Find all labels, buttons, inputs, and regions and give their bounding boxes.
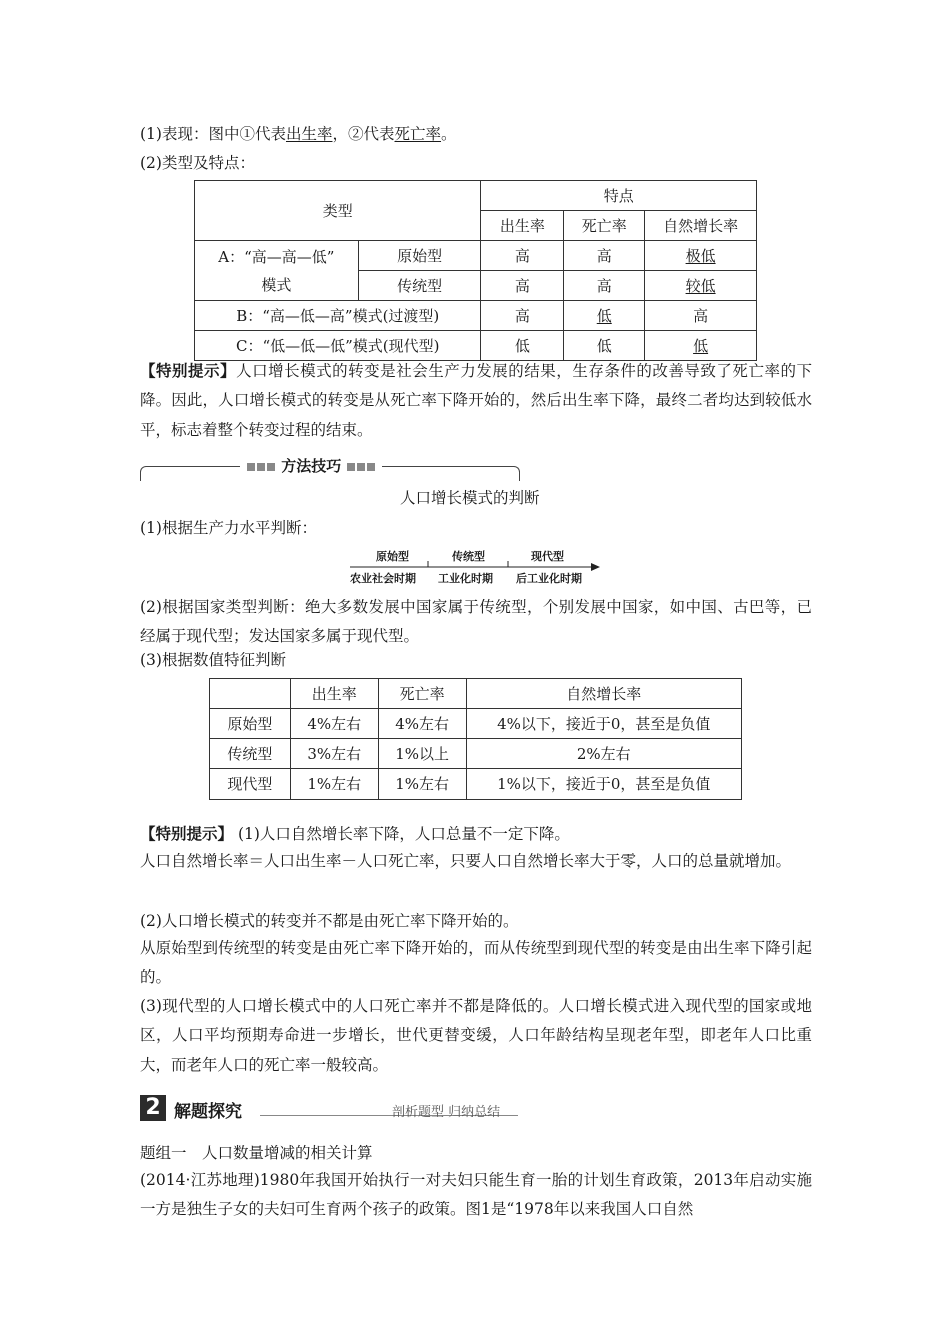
table-cell: 高 <box>481 271 564 301</box>
period-label: 工业化时期 <box>438 572 493 585</box>
table-cell: 高 <box>481 301 564 331</box>
table-cell: B：“高—低—高”模式(过渡型) <box>195 301 481 331</box>
table-header <box>210 679 291 709</box>
table-cell: 原始型 <box>358 241 481 271</box>
table-cell: 传统型 <box>358 271 481 301</box>
section-title: 解题探究 <box>174 1102 242 1122</box>
header-birth: 出生率 <box>481 211 564 241</box>
table-cell: 低 <box>564 331 645 361</box>
table-cell: 低 <box>564 301 645 331</box>
table-cell: 低 <box>645 331 757 361</box>
tip-2-p4: 从原始型到传统型的转变是由死亡率下降开始的，而从传统型到现代型的转变是由出生率下降引起的。 <box>140 939 812 987</box>
tip-1: 【特别提示】人口增长模式的转变是社会生产力发展的结果，生存条件的改善导致了死亡率的下降。因此，人口增长模式的转变是从死亡率下降开始的，然后出生率下降，最终二者均达到较低水平，标志着整个转变过程的结束。 <box>140 362 812 439</box>
table-row: 原始型 4%左右 4%左右 4%以下，接近于0，甚至是负值 <box>210 709 742 739</box>
period-label: 后工业化时期 <box>516 572 582 585</box>
stage-label: 原始型 <box>376 550 409 563</box>
section-2-header <box>140 1095 520 1121</box>
numeric-feature-table <box>209 678 742 800</box>
group-a-label: A：“高—高—低” 模式 <box>195 241 359 301</box>
header-death: 死亡率 <box>564 211 645 241</box>
table-cell: 高 <box>645 301 757 331</box>
table-row: 传统型 3%左右 1%以上 2%左右 <box>210 739 742 769</box>
tip-2-p2: 人口自然增长率＝人口出生率－人口死亡率，只要人口自然增长率大于零，人口的总量就增加。 <box>140 852 792 870</box>
tip-2-p5: (3)现代型的人口增长模式中的人口死亡率并不都是降低的。人口增长模式进入现代型的国家或地区，人口平均预期寿命进一步增长，世代更替变缓，人口年龄结构呈现老年型，即老年人口比重大，而老年人口的死亡率一般较高。 <box>140 997 812 1074</box>
stage-label: 传统型 <box>452 550 485 563</box>
method-subtitle: 人口增长模式的判断 <box>400 489 540 507</box>
method-header <box>140 456 520 478</box>
method-header-title: 方法技巧 <box>240 456 382 476</box>
deco-square-icon <box>247 463 255 471</box>
term-death-rate: 死亡率 <box>394 125 442 143</box>
method-item-3: (3)根据数值特征判断 <box>140 651 286 669</box>
table-cell: 极低 <box>645 241 757 271</box>
table-cell: 较低 <box>645 271 757 301</box>
method-item-2: (2)根据国家类型判断：绝大多数发展中国家属于传统型，个别发展中国家，如中国、古巴等，已经属于现代型；发达国家多属于现代型。 <box>140 598 812 646</box>
tip-2-p3: (2)人口增长模式的转变并不都是由死亡率下降开始的。 <box>140 912 519 930</box>
table-row: 现代型 1%左右 1%左右 1%以下，接近于0，甚至是负值 <box>210 769 742 800</box>
tip-2-p1: 【特别提示】 (1)人口自然增长率下降，人口总量不一定下降。 <box>140 825 570 843</box>
table-cell: 高 <box>564 271 645 301</box>
intro-line-2: (2)类型及特点： <box>140 154 255 172</box>
table-header: 出生率 <box>290 679 378 709</box>
header-features: 特点 <box>481 181 757 211</box>
term-birth-rate: 出生率 <box>285 125 333 143</box>
method-item-1: (1)根据生产力水平判断： <box>140 519 317 537</box>
header-natural: 自然增长率 <box>645 211 757 241</box>
period-label: 农业社会时期 <box>350 572 416 585</box>
question-group-title: 题组一 人口数量增减的相关计算 <box>140 1144 373 1162</box>
table-cell: 高 <box>564 241 645 271</box>
stage-arrow-diagram <box>350 548 600 588</box>
growth-pattern-table <box>194 180 757 361</box>
table-cell: 低 <box>481 331 564 361</box>
tip-label: 【特别提示】 <box>140 362 237 380</box>
table-cell: C：“低—低—低”模式(现代型) <box>195 331 481 361</box>
section-number: 2 <box>140 1095 166 1121</box>
question-text: (2014·江苏地理)1980年我国开始执行一对夫妇只能生育一胎的计划生育政策，2013年启动实施一方是独生子女的夫妇可生育两个孩子的政策。图1是“1978年以来我国人口自然 <box>140 1171 812 1219</box>
intro-line-1: (1)表现：图中①代表出生率，②代表死亡率。 <box>140 125 457 143</box>
header-type: 类型 <box>195 181 481 241</box>
tip-label: 【特别提示】 <box>140 825 234 843</box>
table-header: 自然增长率 <box>466 679 741 709</box>
section-subtitle: 剖析题型 归纳总结 <box>392 1105 501 1120</box>
stage-label: 现代型 <box>531 550 564 563</box>
table-header: 死亡率 <box>378 679 466 709</box>
table-cell: 高 <box>481 241 564 271</box>
